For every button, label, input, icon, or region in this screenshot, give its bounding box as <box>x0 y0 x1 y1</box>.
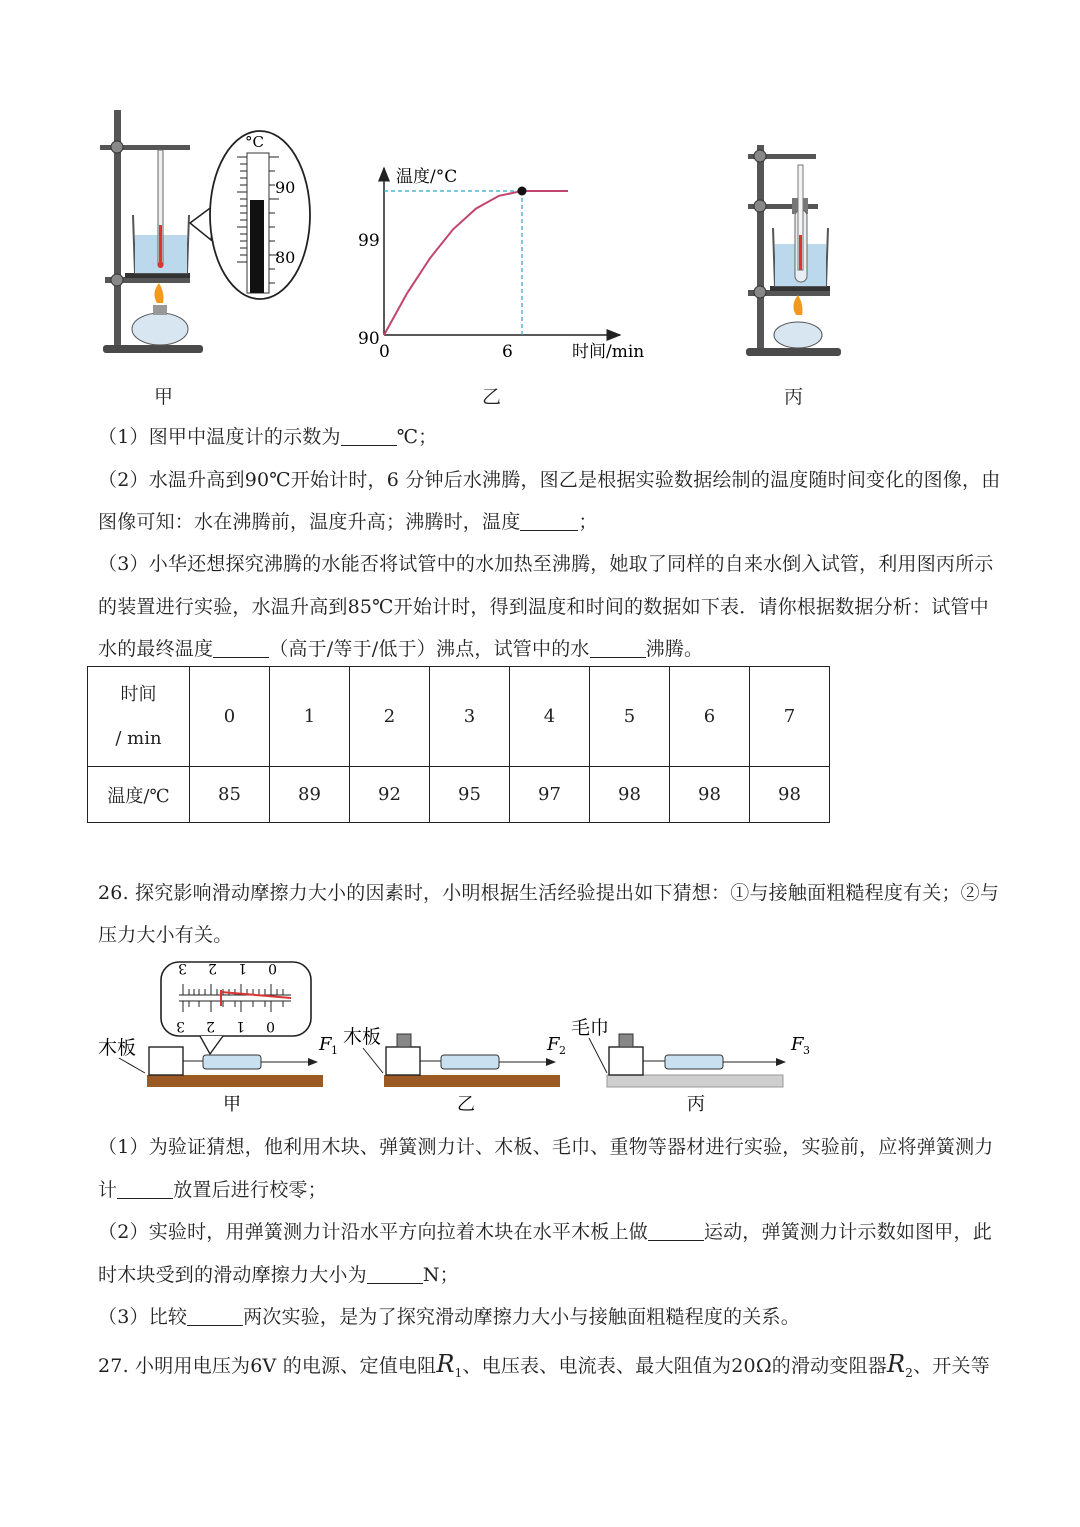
resistor-r1: R <box>436 1350 455 1378</box>
friction-label-yi: 乙 <box>457 1094 475 1115</box>
q26-p3-end: 两次实验，是为了探究滑动摩擦力大小与接触面粗糙程度的关系。 <box>243 1306 800 1328</box>
header-time-unit: / min <box>115 727 162 749</box>
answer-blank[interactable] <box>590 639 646 658</box>
q26-p2b-text: 时木块受到的滑动摩擦力大小为 <box>98 1264 367 1286</box>
table-cell: 2 <box>350 667 430 767</box>
q26-part1-line2 <box>98 1175 327 1202</box>
q25-part1 <box>98 422 437 449</box>
scale-num: 3 <box>176 1018 185 1034</box>
scale-num: 0 <box>268 960 277 976</box>
q26-part2-line1 <box>98 1217 992 1244</box>
temperature-data-table <box>87 666 830 823</box>
answer-blank[interactable] <box>648 1222 704 1241</box>
figure-label-bing: 丙 <box>784 386 804 408</box>
q26-p3-text: （3）比较 <box>98 1306 188 1328</box>
table-cell: 98 <box>590 767 670 823</box>
towel-label: 毛巾 <box>571 1017 610 1039</box>
q25-part3-line3 <box>98 634 703 661</box>
force-f3-subscript: 3 <box>803 1044 810 1057</box>
board-label-jia: 木板 <box>98 1037 137 1059</box>
q26-part3 <box>98 1302 800 1329</box>
boiling-apparatus-jia <box>95 105 320 360</box>
boiling-apparatus-bing <box>740 140 850 365</box>
table-cell: 97 <box>510 767 590 823</box>
answer-blank[interactable] <box>341 427 397 446</box>
resistor-r1-sub: 1 <box>454 1365 463 1380</box>
resistor-r2: R <box>886 1350 906 1378</box>
q27-text-c: 、开关等 <box>913 1355 990 1377</box>
table-cell: 6 <box>670 667 750 767</box>
table-cell: 89 <box>270 767 350 823</box>
q27-intro <box>98 1350 990 1380</box>
q26-p1b-end: 放置后进行校零； <box>173 1179 327 1201</box>
q26-intro-line1: 26. 探究影响滑动摩擦力大小的因素时，小明根据生活经验提出如下猜想：①与接触面粗糙程度有关；②与 <box>98 882 1000 904</box>
resistor-r2-sub: 2 <box>905 1365 914 1380</box>
answer-blank[interactable] <box>187 1307 243 1326</box>
thermo-tick-80: 80 <box>275 248 296 267</box>
thermo-unit-label: °C <box>245 133 264 151</box>
q26-part2-line2 <box>98 1260 459 1287</box>
q27-text-b: 、电压表、电流表、最大阻值为20Ω的滑动变阻器 <box>462 1355 887 1377</box>
header-time-label: 时间 <box>120 683 157 705</box>
q25-part3-line2: 的装置进行实验，水温升高到85℃开始计时，得到温度和时间的数据如下表．请你根据数据分析：试管中 <box>98 596 989 618</box>
scale-num: 3 <box>178 960 187 976</box>
q26-p2a-end: 运动，弹簧测力计示数如图甲，此 <box>703 1221 992 1243</box>
q25-p1-end: ℃； <box>396 426 438 448</box>
origin-label: 0 <box>379 342 390 362</box>
friction-experiment-figure <box>95 958 815 1118</box>
figure-label-jia: 甲 <box>154 386 174 408</box>
friction-label-bing: 丙 <box>687 1094 705 1115</box>
force-f1-subscript: 1 <box>331 1044 338 1057</box>
table-cell: 3 <box>430 667 510 767</box>
answer-blank[interactable] <box>213 639 269 658</box>
board-label-yi: 木板 <box>343 1026 382 1048</box>
table-cell: 4 <box>510 667 590 767</box>
table-cell: 0 <box>190 667 270 767</box>
scale-num: 0 <box>266 1018 275 1034</box>
q25-p2b-text: 图像可知：水在沸腾前，温度升高；沸腾时，温度 <box>98 511 521 533</box>
y-tick-99: 99 <box>358 231 380 251</box>
y-tick-90: 90 <box>358 329 380 349</box>
answer-blank[interactable] <box>117 1180 173 1199</box>
q25-p3c-text: 水的最终温度 <box>98 638 214 660</box>
q25-p1-text: （1）图甲中温度计的示数为 <box>98 426 341 448</box>
scale-num: 1 <box>238 960 247 976</box>
scale-num: 1 <box>236 1018 245 1034</box>
table-header-time <box>88 667 190 767</box>
table-cell: 92 <box>350 767 430 823</box>
table-cell: 85 <box>190 767 270 823</box>
force-f2-label: F <box>547 1034 560 1055</box>
answer-blank[interactable] <box>520 512 578 531</box>
q25-part2-line2 <box>98 507 598 534</box>
series-line <box>384 191 568 335</box>
q26-p2b-end: N； <box>422 1264 459 1286</box>
table-cell: 98 <box>670 767 750 823</box>
q25-p3c-mid: （高于/等于/低于）沸点，试管中的水 <box>269 638 590 660</box>
force-f2-subscript: 2 <box>559 1044 566 1057</box>
q26-p1b-text: 计 <box>98 1179 118 1201</box>
temperature-time-chart <box>350 160 660 365</box>
table-header-temperature: 温度/℃ <box>88 767 190 823</box>
q27-text-a: 27. 小明用电压为6V 的电源、定值电阻 <box>98 1355 437 1377</box>
figure-label-yi: 乙 <box>482 386 502 408</box>
q25-p3c-end: 沸腾。 <box>645 638 704 660</box>
q26-part1-line1: （1）为验证猜想，他利用木块、弹簧测力计、木板、毛巾、重物等器材进行实验，实验前，应将弹簧测力 <box>98 1136 994 1158</box>
q25-part3-line1: （3）小华还想探究沸腾的水能否将试管中的水加热至沸腾，她取了同样的自来水倒入试管，利用图丙所示 <box>98 553 994 575</box>
answer-blank[interactable] <box>367 1265 423 1284</box>
x-axis-label: 时间/min <box>572 342 645 362</box>
force-f1-label: F <box>319 1034 332 1055</box>
scale-num: 2 <box>208 960 217 976</box>
boiling-point-marker <box>518 187 527 196</box>
q26-intro-line2: 压力大小有关。 <box>98 924 233 946</box>
q26-p2a-text: （2）实验时，用弹簧测力计沿水平方向拉着木块在水平木板上做 <box>98 1221 648 1243</box>
table-cell: 95 <box>430 767 510 823</box>
q25-part2-line1: （2）水温升高到90℃开始计时，6 分钟后水沸腾，图乙是根据实验数据绘制的温度随时间变化的图像，由 <box>98 469 1001 491</box>
force-f3-label: F <box>791 1034 804 1055</box>
scale-num: 2 <box>206 1018 215 1034</box>
table-cell: 98 <box>750 767 830 823</box>
table-row-time <box>88 667 830 767</box>
thermo-tick-90: 90 <box>275 178 296 197</box>
q25-p2b-end: ； <box>578 511 598 533</box>
table-cell: 5 <box>590 667 670 767</box>
table-row-temperature <box>88 767 830 823</box>
y-axis-label: 温度/°C <box>396 167 458 187</box>
table-cell: 1 <box>270 667 350 767</box>
friction-label-jia: 甲 <box>223 1094 241 1115</box>
table-cell: 7 <box>750 667 830 767</box>
x-tick-6: 6 <box>502 342 513 362</box>
